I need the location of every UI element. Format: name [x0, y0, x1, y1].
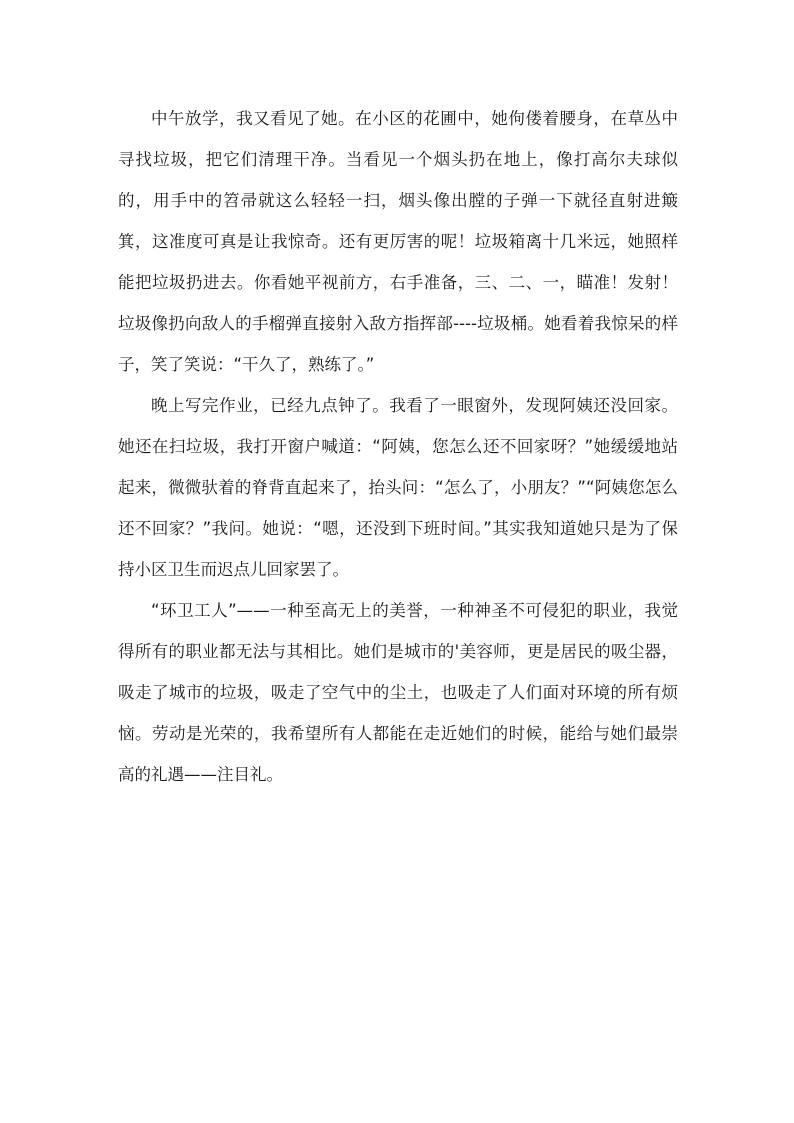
paragraph-evening: 晚上写完作业，已经九点钟了。我看了一眼窗外，发现阿姨还没回家。她还在扫垃圾，我打开窗户喊道：“阿姨，您怎么还不回家呀？”她缓缓地站起来，微微驮着的脊背直起来了，抬头问：“怎么了，小朋友？”“阿姨您怎么还不回家？”我问。她说：“嗯，还没到下班时间。”其实我知道她只是为了保持小区卫生而迟点儿回家罢了。: [118, 396, 678, 579]
paragraph-noon: 中午放学，我又看见了她。在小区的花圃中，她佝偻着腰身，在草丛中寻找垃圾，把它们清理干净。当看见一个烟头扔在地上，像打高尔夫球似的，用手中的笤帚就这么轻轻一扫，烟头像出膛的子弹一下就径直射进簸箕，这准度可真是让我惊奇。还有更厉害的呢！垃圾箱离十几米远，她照样能把垃圾扔进去。你看她平视前方，右手准备，三、二、一，瞄准！发射！垃圾像扔向敌人的手榴弹直接射入敌方指挥部----垃圾桶。她看着我惊呆的样子，笑了笑说：“干久了，熟练了。”: [118, 109, 678, 374]
paragraph-sanitation-workers: “环卫工人”——一种至高无上的美誉，一种神圣不可侵犯的职业，我觉得所有的职业都无法与其相比。她们是城市的'美容师，更是居民的吸尘器，吸走了城市的垃圾，吸走了空气中的尘土，也吸走了人们面对环境的所有烦恼。劳动是光荣的，我希望所有人都能在走近她们的时候，能给与她们最崇高的礼遇——注目礼。: [118, 601, 678, 784]
document-body: [118, 98, 678, 795]
